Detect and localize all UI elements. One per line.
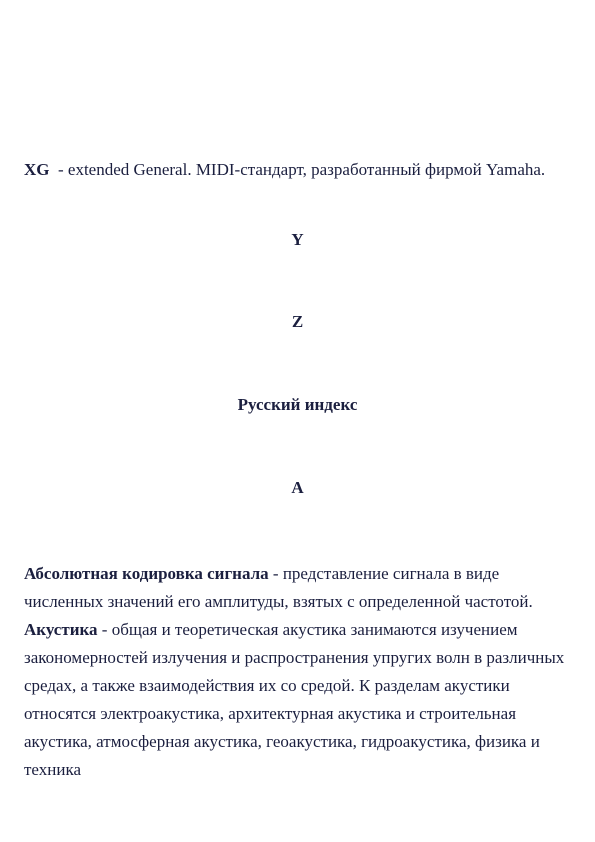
entry-term: XG [24, 160, 50, 179]
section-letter-y: Y [291, 230, 304, 249]
section-letter-z: Z [291, 312, 304, 331]
section-letter-a: А [291, 478, 304, 497]
russian-index-heading: Русский индекс [237, 395, 358, 414]
glossary-entry-absolute-encoding [24, 560, 574, 616]
glossary-entries [24, 560, 574, 784]
entry-definition: - extended General. MIDI-стандарт, разработанный фирмой Yamaha. [49, 160, 546, 179]
entry-definition: - представление сигнала в виде численных значений его амплитуды, взятых с определенной частотой. [24, 564, 533, 611]
entry-term: Абсолютная кодировка сигнала [24, 564, 269, 583]
glossary-entry-acoustics [24, 616, 574, 784]
entry-term: Акустика [24, 620, 98, 639]
entry-definition: - общая и теоретическая акустика занимаются изучением закономерностей излучения и распространения упругих волн в различных средах, а также взаимодействия их со средой. К разделам акустики относятся электроакустика, архитектурная акустика и строительная акустика, атмосферная акустика, геоакустика, гидроакустика, физика и техника [24, 620, 565, 779]
glossary-entry-xg [24, 156, 574, 184]
